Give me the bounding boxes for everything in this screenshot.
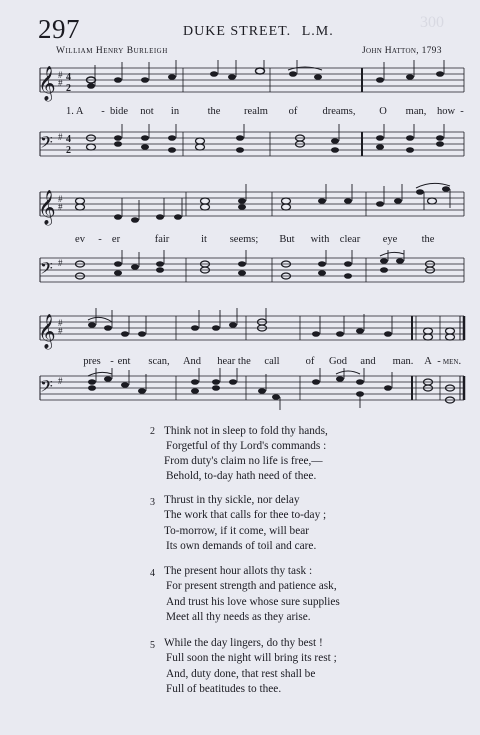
syllable: men. [442, 356, 462, 367]
syllable: of [288, 106, 298, 117]
syllable: man, [405, 106, 427, 117]
svg-text:𝄞: 𝄞 [38, 190, 56, 225]
syllable: not [140, 106, 154, 117]
syllable: realm [244, 106, 268, 117]
syllable: the [421, 234, 435, 245]
syllable: - [437, 356, 441, 367]
verse-line: Full soon the night will bring its rest ; [166, 652, 337, 664]
syllable: of [305, 356, 315, 367]
syllable: the [207, 106, 221, 117]
svg-text:#: # [58, 258, 63, 268]
verse-line: Full of beatitudes to thee. [166, 683, 282, 695]
syllable: seems; [229, 234, 259, 245]
verse-line: From duty's claim no life is free,— [164, 455, 323, 467]
syllable: scan, [148, 356, 170, 367]
syllable: er [111, 234, 121, 245]
verse-line: Think not in sleep to fold thy hands, [164, 425, 328, 437]
syllable: with [310, 234, 330, 245]
syllable: fair [154, 234, 170, 245]
lyrics-line-1 [0, 106, 480, 120]
tune-title [183, 24, 334, 40]
syllable: eye [382, 234, 398, 245]
lyrics-line-2 [0, 234, 480, 248]
tune-name: DUKE STREET. [183, 24, 292, 39]
verse-line: Meet all thy needs as they arise. [166, 611, 311, 623]
music-system-1-bass [0, 124, 480, 164]
syllable: God [328, 356, 348, 367]
svg-text:#: # [58, 132, 63, 142]
svg-text:𝄢: 𝄢 [40, 376, 53, 400]
syllable: dreams, [322, 106, 356, 117]
composer-credit: John Hatton, 1793 [362, 46, 442, 56]
svg-text:#: # [58, 376, 63, 386]
svg-text:#: # [58, 70, 63, 80]
hymn-number: 297 [38, 14, 80, 44]
svg-text:#: # [58, 78, 63, 88]
svg-text:#: # [58, 194, 63, 204]
syllable: in [170, 106, 180, 117]
verse-line: And, duty done, that rest shall be [166, 668, 316, 680]
verse-number: 2 [150, 426, 155, 437]
music-system-3-treble [0, 308, 480, 354]
syllable: - [98, 234, 102, 245]
syllable: O [379, 106, 387, 117]
verse-number: 5 [150, 640, 155, 651]
syllable: And [182, 356, 202, 367]
music-system-3-bass [0, 368, 480, 410]
verse-line: Its own demands of toil and care. [166, 540, 317, 552]
music-system-1-treble [0, 60, 480, 104]
syllable: it [201, 234, 207, 245]
bleed-through-number: 300 [420, 14, 444, 31]
svg-text:𝄞: 𝄞 [38, 314, 56, 349]
tune-meter: L.M. [301, 24, 334, 39]
syllable: - [110, 356, 114, 367]
syllable: man. [392, 356, 414, 367]
verse-line: For present strength and patience ask, [166, 580, 337, 592]
syllable: hear the [217, 356, 251, 367]
syllable: 1. A [66, 106, 84, 117]
verse-line: And trust his love whose sure supplies [166, 596, 340, 608]
music-system-2-treble [0, 180, 480, 230]
svg-text:#: # [58, 202, 63, 212]
svg-text:2: 2 [66, 145, 71, 156]
music-system-2-bass [0, 250, 480, 290]
verse-line: While the day lingers, do thy best ! [164, 637, 323, 649]
svg-text:𝄞: 𝄞 [38, 66, 56, 101]
verse-number: 3 [150, 497, 155, 508]
verse-line: Forgetful of thy Lord's commands : [166, 440, 327, 452]
svg-text:#: # [58, 318, 63, 328]
author-credit: William Henry Burleigh [56, 46, 168, 56]
syllable: clear [339, 234, 361, 245]
svg-text:2: 2 [66, 83, 71, 94]
verse-line: Thrust in thy sickle, nor delay [164, 494, 300, 506]
syllable: how [436, 106, 456, 117]
svg-text:𝄢: 𝄢 [40, 132, 53, 156]
syllable: - [101, 106, 105, 117]
svg-text:4: 4 [66, 72, 71, 83]
syllable: call [264, 356, 280, 367]
syllable: bide [109, 106, 129, 117]
syllable: and [360, 356, 376, 367]
syllable: A [424, 356, 432, 367]
verse-line: The present hour allots thy task : [164, 565, 313, 577]
svg-text:𝄢: 𝄢 [40, 258, 53, 282]
verse-number: 4 [150, 568, 155, 579]
verse-line: The work that calls for thee to-day ; [164, 509, 327, 521]
syllable: pres [83, 356, 101, 367]
syllable: ev [75, 234, 85, 245]
svg-text:4: 4 [66, 134, 71, 145]
verse-line: Behold, to-day hath need of thee. [166, 470, 317, 482]
syllable: But [279, 234, 295, 245]
syllable: ent [117, 356, 131, 367]
verse-line: To-morrow, if it come, will bear [164, 525, 309, 537]
svg-text:#: # [58, 326, 63, 336]
syllable: - [460, 106, 464, 117]
